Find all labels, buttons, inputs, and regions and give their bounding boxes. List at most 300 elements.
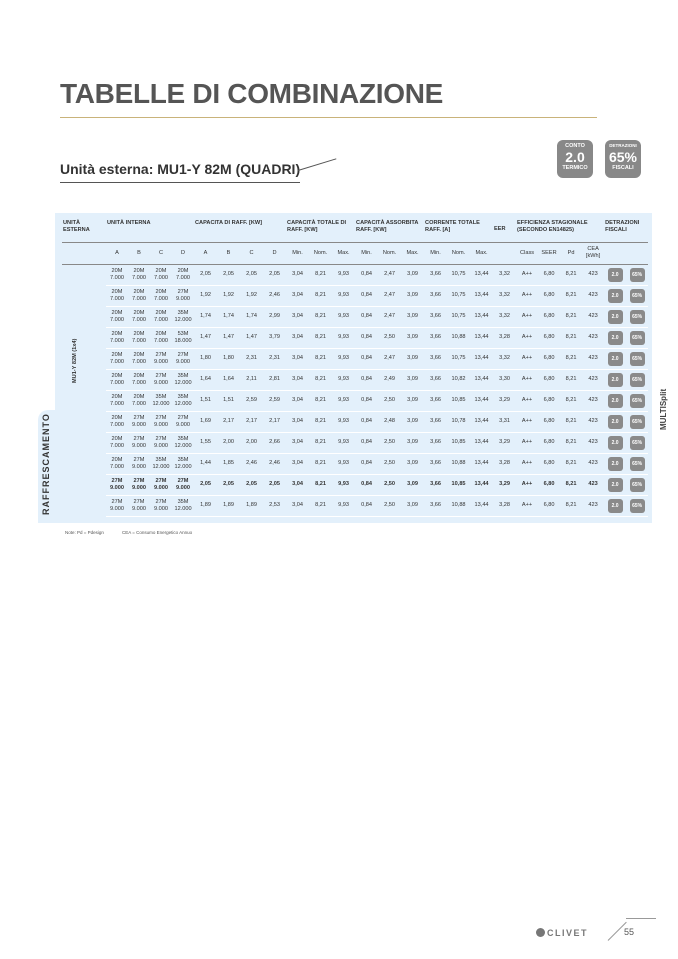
- value-cell: 3,09: [401, 453, 424, 474]
- value-cell: 3,09: [401, 348, 424, 369]
- indoor-unit-cell: 27M 9.000: [172, 285, 194, 306]
- value-cell: 2,46: [240, 453, 263, 474]
- value-cell: 13,44: [470, 390, 493, 411]
- subheader-cell: Min.: [286, 242, 309, 264]
- detrazioni-mini-badge: 65%: [630, 331, 645, 345]
- badge-cell: [604, 453, 626, 474]
- badge-cell: [626, 411, 648, 432]
- subheader-cell: CEA [kWh]: [582, 242, 604, 264]
- value-cell: 3,09: [401, 369, 424, 390]
- page-number: 55: [624, 927, 635, 937]
- indoor-unit-cell: 20M 7.000: [106, 453, 128, 474]
- value-cell: 10,85: [447, 390, 470, 411]
- value-cell: 9,93: [332, 495, 355, 516]
- value-cell: 10,75: [447, 285, 470, 306]
- badge-cell: [626, 327, 648, 348]
- value-cell: 2,50: [378, 453, 401, 474]
- header-detrazioni: DETRAZIONI FISCALI: [604, 218, 648, 242]
- value-cell: 1,69: [194, 411, 217, 432]
- value-cell: 423: [582, 453, 604, 474]
- value-cell: 2,47: [378, 306, 401, 327]
- value-cell: 6,80: [538, 474, 560, 495]
- value-cell: 2,49: [378, 369, 401, 390]
- subheader-cell: C: [240, 242, 263, 264]
- value-cell: 423: [582, 390, 604, 411]
- value-cell: 1,74: [194, 306, 217, 327]
- header-unita-esterna: UNITÀ ESTERNA: [62, 218, 106, 242]
- value-cell: 3,28: [493, 453, 516, 474]
- value-cell: A++: [516, 348, 538, 369]
- value-cell: A++: [516, 327, 538, 348]
- value-cell: 9,93: [332, 432, 355, 453]
- value-cell: 423: [582, 432, 604, 453]
- subtitle-underline: [60, 182, 300, 183]
- indoor-unit-cell: 27M 9.000: [128, 411, 150, 432]
- value-cell: 3,04: [286, 369, 309, 390]
- badge-cell: [626, 348, 648, 369]
- value-cell: 1,89: [217, 495, 240, 516]
- value-cell: 3,04: [286, 432, 309, 453]
- value-cell: 8,21: [560, 348, 582, 369]
- value-cell: 10,75: [447, 264, 470, 285]
- badge-bottom-text: FISCALI: [612, 165, 634, 171]
- table-row: [62, 390, 648, 411]
- value-cell: 0,84: [355, 369, 378, 390]
- value-cell: 0,84: [355, 390, 378, 411]
- indoor-unit-cell: 27M 9.000: [128, 474, 150, 495]
- value-cell: 3,04: [286, 390, 309, 411]
- table-row: [62, 411, 648, 432]
- value-cell: 0,84: [355, 474, 378, 495]
- indoor-unit-cell: 20M 7.000: [106, 411, 128, 432]
- value-cell: 423: [582, 285, 604, 306]
- value-cell: 9,93: [332, 264, 355, 285]
- value-cell: 8,21: [309, 390, 332, 411]
- indoor-unit-cell: 20M 7.000: [106, 369, 128, 390]
- badge-cell: [604, 474, 626, 495]
- value-cell: 2,05: [194, 474, 217, 495]
- page-title: TABELLE DI COMBINAZIONE: [60, 78, 444, 109]
- badge-bottom-text: TERMICO: [562, 165, 588, 171]
- value-cell: 1,51: [217, 390, 240, 411]
- table-row: [62, 348, 648, 369]
- value-cell: 2,00: [217, 432, 240, 453]
- subheader-cell: D: [172, 242, 194, 264]
- value-cell: 3,04: [286, 474, 309, 495]
- value-cell: 3,04: [286, 453, 309, 474]
- detrazioni-mini-badge: 65%: [630, 457, 645, 471]
- value-cell: 3,28: [493, 327, 516, 348]
- footer-line: [626, 918, 656, 919]
- value-cell: 423: [582, 369, 604, 390]
- value-cell: A++: [516, 474, 538, 495]
- subheader-cell: A: [106, 242, 128, 264]
- subheader-cell: Pd: [560, 242, 582, 264]
- value-cell: A++: [516, 369, 538, 390]
- value-cell: 2,47: [378, 285, 401, 306]
- value-cell: 3,09: [401, 327, 424, 348]
- value-cell: 13,44: [470, 285, 493, 306]
- value-cell: 3,09: [401, 306, 424, 327]
- indoor-unit-cell: 27M 9.000: [128, 453, 150, 474]
- value-cell: 10,78: [447, 411, 470, 432]
- indoor-unit-cell: 35M 12.000: [150, 390, 172, 411]
- value-cell: 3,66: [424, 495, 447, 516]
- conto-termico-mini-badge: 2.0: [608, 268, 623, 282]
- indoor-unit-cell: 20M 7.000: [128, 285, 150, 306]
- value-cell: 3,32: [493, 285, 516, 306]
- value-cell: 8,21: [560, 264, 582, 285]
- badge-cell: [626, 390, 648, 411]
- badge-cell: [604, 495, 626, 516]
- header-eer: EER: [493, 218, 516, 242]
- header-unita-interna: UNITÀ INTERNA: [106, 218, 194, 242]
- value-cell: 6,80: [538, 411, 560, 432]
- badge-cell: [604, 390, 626, 411]
- indoor-unit-cell: 35M 12.000: [172, 432, 194, 453]
- value-cell: 1,92: [240, 285, 263, 306]
- value-cell: 6,80: [538, 285, 560, 306]
- value-cell: 8,21: [309, 306, 332, 327]
- detrazioni-mini-badge: 65%: [630, 499, 645, 513]
- value-cell: 3,30: [493, 369, 516, 390]
- value-cell: 2,11: [240, 369, 263, 390]
- value-cell: 2,50: [378, 474, 401, 495]
- value-cell: 2,53: [263, 495, 286, 516]
- value-cell: 6,80: [538, 453, 560, 474]
- value-cell: 3,04: [286, 264, 309, 285]
- value-cell: 1,80: [217, 348, 240, 369]
- detrazioni-mini-badge: 65%: [630, 268, 645, 282]
- indoor-unit-cell: 27M 9.000: [150, 432, 172, 453]
- detrazioni-mini-badge: 65%: [630, 310, 645, 324]
- value-cell: 3,32: [493, 264, 516, 285]
- value-cell: 8,21: [309, 264, 332, 285]
- badge-big-text: 65%: [608, 149, 638, 165]
- value-cell: 8,21: [560, 432, 582, 453]
- value-cell: 3,29: [493, 474, 516, 495]
- value-cell: 10,75: [447, 348, 470, 369]
- conto-termico-mini-badge: 2.0: [608, 352, 623, 366]
- conto-termico-mini-badge: 2.0: [608, 415, 623, 429]
- table-row: [62, 306, 648, 327]
- detrazioni-mini-badge: 65%: [630, 478, 645, 492]
- value-cell: 3,66: [424, 306, 447, 327]
- badge-cell: [604, 306, 626, 327]
- indoor-unit-cell: 27M 9.000: [150, 369, 172, 390]
- value-cell: 1,55: [194, 432, 217, 453]
- indoor-unit-cell: 35M 12.000: [172, 306, 194, 327]
- header-capacita-totale: CAPACITÀ TOTALE DI RAFF. [KW]: [286, 218, 355, 242]
- brand-logo: CLIVET: [547, 928, 589, 938]
- value-cell: 423: [582, 306, 604, 327]
- badge-cell: [604, 327, 626, 348]
- subheader-cell: Nom.: [378, 242, 401, 264]
- value-cell: 13,44: [470, 432, 493, 453]
- badge-cell: [604, 264, 626, 285]
- value-cell: 10,88: [447, 327, 470, 348]
- value-cell: 13,44: [470, 369, 493, 390]
- value-cell: 8,21: [560, 411, 582, 432]
- indoor-unit-cell: 20M 7.000: [150, 285, 172, 306]
- value-cell: 3,66: [424, 474, 447, 495]
- value-cell: 10,75: [447, 306, 470, 327]
- value-cell: 2,05: [240, 264, 263, 285]
- indoor-unit-cell: 20M 7.000: [128, 264, 150, 285]
- value-cell: 10,88: [447, 453, 470, 474]
- value-cell: 9,93: [332, 327, 355, 348]
- value-cell: 1,89: [194, 495, 217, 516]
- value-cell: 8,21: [560, 306, 582, 327]
- indoor-unit-cell: 20M 7.000: [106, 432, 128, 453]
- value-cell: 2,31: [263, 348, 286, 369]
- subheader-cell: Nom.: [447, 242, 470, 264]
- value-cell: 3,66: [424, 348, 447, 369]
- value-cell: 8,21: [560, 369, 582, 390]
- value-cell: 423: [582, 411, 604, 432]
- indoor-unit-cell: 20M 7.000: [150, 264, 172, 285]
- conto-termico-badge: [557, 140, 593, 178]
- value-cell: 1,74: [240, 306, 263, 327]
- table-row: [62, 432, 648, 453]
- value-cell: 9,93: [332, 411, 355, 432]
- value-cell: 8,21: [560, 495, 582, 516]
- value-cell: 1,92: [194, 285, 217, 306]
- value-cell: 3,29: [493, 390, 516, 411]
- subheader-cell: Max.: [401, 242, 424, 264]
- value-cell: 8,21: [560, 285, 582, 306]
- badge-top-text: CONTO: [565, 143, 585, 149]
- value-cell: 10,85: [447, 474, 470, 495]
- value-cell: 8,21: [560, 327, 582, 348]
- value-cell: 3,09: [401, 432, 424, 453]
- badge-top-text: DETRAZIONI: [609, 143, 637, 148]
- value-cell: 1,80: [194, 348, 217, 369]
- indoor-unit-cell: 20M 7.000: [150, 327, 172, 348]
- value-cell: 13,44: [470, 327, 493, 348]
- value-cell: 423: [582, 327, 604, 348]
- conto-termico-mini-badge: 2.0: [608, 499, 623, 513]
- value-cell: 3,09: [401, 495, 424, 516]
- value-cell: 9,93: [332, 285, 355, 306]
- value-cell: 2,05: [217, 474, 240, 495]
- detrazioni-mini-badge: 65%: [630, 289, 645, 303]
- value-cell: 9,93: [332, 453, 355, 474]
- indoor-unit-cell: 27M 9.000: [150, 411, 172, 432]
- value-cell: 3,09: [401, 411, 424, 432]
- value-cell: 0,84: [355, 327, 378, 348]
- value-cell: 2,50: [378, 390, 401, 411]
- value-cell: 8,21: [309, 369, 332, 390]
- detrazioni-mini-badge: 65%: [630, 352, 645, 366]
- indoor-unit-cell: 20M 7.000: [150, 306, 172, 327]
- indoor-unit-cell: 20M 7.000: [128, 369, 150, 390]
- indoor-unit-cell: 53M 18.000: [172, 327, 194, 348]
- indoor-unit-cell: 20M 7.000: [128, 390, 150, 411]
- value-cell: 2,17: [263, 411, 286, 432]
- indoor-unit-cell: 27M 9.000: [150, 495, 172, 516]
- value-cell: 3,04: [286, 495, 309, 516]
- table-row: [62, 474, 648, 495]
- badge-cell: [604, 432, 626, 453]
- value-cell: A++: [516, 453, 538, 474]
- value-cell: 8,21: [309, 474, 332, 495]
- subheader-cell: B: [128, 242, 150, 264]
- value-cell: 3,04: [286, 348, 309, 369]
- badge-big-text: 2.0: [565, 149, 585, 165]
- value-cell: 3,09: [401, 264, 424, 285]
- value-cell: 423: [582, 495, 604, 516]
- note-cea: CEA = Consumo Energetico Annuo: [122, 530, 193, 535]
- value-cell: 0,84: [355, 495, 378, 516]
- value-cell: 9,93: [332, 348, 355, 369]
- value-cell: 0,84: [355, 411, 378, 432]
- indoor-unit-cell: 20M 7.000: [106, 390, 128, 411]
- value-cell: 0,84: [355, 453, 378, 474]
- value-cell: 3,09: [401, 390, 424, 411]
- value-cell: 2,81: [263, 369, 286, 390]
- value-cell: 9,93: [332, 390, 355, 411]
- subheader-cell: D: [263, 242, 286, 264]
- value-cell: 8,21: [309, 495, 332, 516]
- value-cell: 2,17: [217, 411, 240, 432]
- value-cell: 6,80: [538, 348, 560, 369]
- indoor-unit-cell: 20M 7.000: [106, 327, 128, 348]
- value-cell: 3,31: [493, 411, 516, 432]
- value-cell: 1,74: [217, 306, 240, 327]
- conto-termico-mini-badge: 2.0: [608, 436, 623, 450]
- conto-termico-mini-badge: 2.0: [608, 289, 623, 303]
- table-row: [62, 495, 648, 516]
- value-cell: 0,84: [355, 264, 378, 285]
- value-cell: 3,32: [493, 348, 516, 369]
- badge-cell: [626, 453, 648, 474]
- indoor-unit-cell: 35M 12.000: [172, 369, 194, 390]
- value-cell: 1,47: [194, 327, 217, 348]
- value-cell: 9,93: [332, 369, 355, 390]
- value-cell: 2,05: [263, 264, 286, 285]
- value-cell: 1,47: [240, 327, 263, 348]
- value-cell: 3,28: [493, 495, 516, 516]
- value-cell: 1,51: [194, 390, 217, 411]
- value-cell: 2,46: [263, 453, 286, 474]
- value-cell: A++: [516, 285, 538, 306]
- badge-cell: [626, 264, 648, 285]
- value-cell: 423: [582, 348, 604, 369]
- value-cell: A++: [516, 306, 538, 327]
- outdoor-unit-cell: [62, 264, 106, 516]
- value-cell: 3,66: [424, 369, 447, 390]
- indoor-unit-cell: 20M 7.000: [106, 348, 128, 369]
- subheader-cell: A: [194, 242, 217, 264]
- value-cell: 2,05: [263, 474, 286, 495]
- subheader-empty: [604, 242, 648, 264]
- value-cell: 1,64: [194, 369, 217, 390]
- detrazioni-mini-badge: 65%: [630, 373, 645, 387]
- value-cell: 6,80: [538, 495, 560, 516]
- header-corrente-totale: CORRENTE TOTALE RAFF. [A]: [424, 218, 493, 242]
- badge-cell: [626, 369, 648, 390]
- indoor-unit-cell: 27M 9.000: [150, 474, 172, 495]
- detrazioni-mini-badge: 65%: [630, 415, 645, 429]
- value-cell: 13,44: [470, 495, 493, 516]
- detrazioni-mini-badge: 65%: [630, 436, 645, 450]
- value-cell: 3,66: [424, 390, 447, 411]
- value-cell: 8,21: [309, 411, 332, 432]
- value-cell: 6,80: [538, 390, 560, 411]
- value-cell: 2,05: [240, 474, 263, 495]
- value-cell: 2,50: [378, 432, 401, 453]
- badge-cell: [626, 432, 648, 453]
- indoor-unit-cell: 20M 7.000: [128, 348, 150, 369]
- value-cell: 3,32: [493, 306, 516, 327]
- badge-cell: [626, 474, 648, 495]
- value-cell: 8,21: [309, 327, 332, 348]
- value-cell: 1,92: [217, 285, 240, 306]
- value-cell: 8,21: [560, 453, 582, 474]
- value-cell: 13,44: [470, 474, 493, 495]
- clivet-logo-icon: [536, 928, 545, 937]
- badge-cell: [626, 285, 648, 306]
- value-cell: 3,66: [424, 432, 447, 453]
- subheader-cell: Min.: [424, 242, 447, 264]
- value-cell: 8,21: [560, 474, 582, 495]
- badge-cell: [604, 411, 626, 432]
- value-cell: 2,47: [378, 348, 401, 369]
- note-pd: Note: Pd = Pdesign: [65, 530, 104, 535]
- value-cell: 9,93: [332, 306, 355, 327]
- detrazioni-mini-badge: 65%: [630, 394, 645, 408]
- table-row: [62, 285, 648, 306]
- value-cell: 13,44: [470, 453, 493, 474]
- value-cell: 1,44: [194, 453, 217, 474]
- value-cell: 423: [582, 474, 604, 495]
- title-divider: [60, 117, 597, 118]
- value-cell: 2,00: [240, 432, 263, 453]
- value-cell: 2,50: [378, 495, 401, 516]
- value-cell: 3,29: [493, 432, 516, 453]
- value-cell: 8,21: [309, 285, 332, 306]
- detrazioni-fiscali-badge: [605, 140, 641, 178]
- value-cell: 2,66: [263, 432, 286, 453]
- value-cell: 2,31: [240, 348, 263, 369]
- value-cell: 0,84: [355, 432, 378, 453]
- conto-termico-mini-badge: 2.0: [608, 457, 623, 471]
- badge-cell: [604, 369, 626, 390]
- value-cell: 2,46: [263, 285, 286, 306]
- table-row: [62, 369, 648, 390]
- indoor-unit-cell: 27M 9.000: [172, 411, 194, 432]
- indoor-unit-cell: 35M 12.000: [172, 495, 194, 516]
- outdoor-unit-label: MU1-Y 82M (1x4): [72, 338, 78, 383]
- indoor-unit-cell: 35M 12.000: [172, 453, 194, 474]
- indoor-unit-cell: 27M 9.000: [128, 432, 150, 453]
- value-cell: 6,80: [538, 327, 560, 348]
- value-cell: 3,79: [263, 327, 286, 348]
- value-cell: 8,21: [560, 390, 582, 411]
- value-cell: 3,66: [424, 264, 447, 285]
- indoor-unit-cell: 20M 7.000: [128, 306, 150, 327]
- section-label-raffrescamento: RAFFRESCAMENTO: [41, 413, 51, 515]
- subheader-cell: [493, 242, 516, 264]
- value-cell: 2,05: [194, 264, 217, 285]
- header-capacita-assorbita: CAPACITÀ ASSORBITA RAFF. [KW]: [355, 218, 424, 242]
- subheader-cell: Min.: [355, 242, 378, 264]
- value-cell: 3,66: [424, 453, 447, 474]
- value-cell: 13,44: [470, 306, 493, 327]
- value-cell: 3,04: [286, 285, 309, 306]
- subtitle-slant-line: [298, 158, 337, 171]
